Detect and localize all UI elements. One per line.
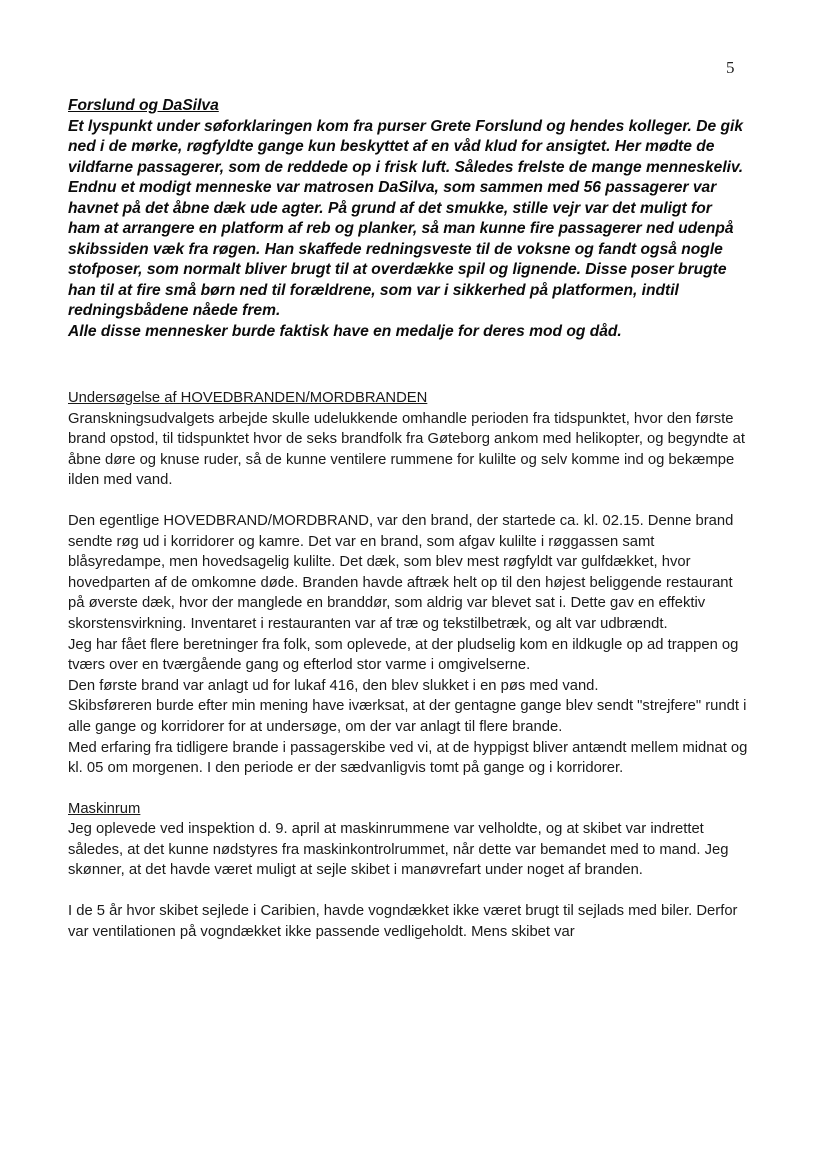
paragraph: Med erfaring fra tidligere brande i passagerskibe ved vi, at de hyppigst bliver antændt mellem midnat og kl. 05 om morgenen. I den periode er der sædvanligvis tomt på gange og i korridorer. bbox=[68, 739, 748, 777]
paragraph: Alle disse mennesker burde faktisk have en medalje for deres mod og dåd. bbox=[68, 322, 622, 340]
section-heading: Undersøgelse af HOVEDBRANDEN/MORDBRANDEN bbox=[68, 390, 428, 406]
paragraph: I de 5 år hvor skibet sejlede i Caribien, havde vogndækket ikke været brugt til sejlads med biler. Derfor var ventilationen på vogndækket ikke passende vedligeholdt. Mens skibet var bbox=[68, 903, 738, 940]
page-number: 5 bbox=[726, 58, 735, 77]
section-forslund-dasilva bbox=[68, 96, 748, 342]
spacer bbox=[68, 342, 748, 388]
section-hovedbranden bbox=[68, 388, 748, 779]
spacer bbox=[68, 491, 748, 511]
paragraph: Jeg har fået flere beretninger fra folk, som oplevede, at der pludselig kom en ildkugle op ad trappen og tværs over en tværgående gang og efterlod stor varme i omgivelserne. bbox=[68, 636, 739, 674]
paragraph: Jeg oplevede ved inspektion d. 9. april at maskinrummene var velholdte, og at skibet var indrettet således, at det kunne nødstyres fra maskinkontrolrummet, når dette var bemandet med to mand. Jeg skønner, at det havde været muligt at sejle skibet i manøvrefart under noget af branden. bbox=[68, 821, 729, 879]
spacer bbox=[68, 779, 748, 799]
section-heading: Forslund og DaSilva bbox=[68, 97, 219, 114]
paragraph: Granskningsudvalgets arbejde skulle udelukkende omhandle perioden fra tidspunktet, hvor den første brand opstod, til tidspunktet hvor de seks brandfolk fra Gøteborg ankom med helikopter, og begyndte at åbne døre og knuse ruder, så de kunne ventilere rummene for kulilte og selv komme ind og bekæmpe ilden med vand. bbox=[68, 410, 745, 489]
paragraph: Skibsføreren burde efter min mening have iværksat, at der gentagne gange blev sendt "strejfere" rundt i alle gange og korridorer for at undersøge, om der var anlagt til flere brande. bbox=[68, 698, 747, 735]
spacer bbox=[68, 881, 748, 901]
section-maskinrum bbox=[68, 799, 748, 943]
paragraph: Et lyspunkt under søforklaringen kom fra purser Grete Forslund og hendes kolleger. De gik ned i de mørke, røgfyldte gange kun beskyttet af en våd klud for ansigtet. Her mødte de vildfarne passagerer, som de reddede op i frisk luft. Således frelste de mange menneskeliv. bbox=[68, 117, 744, 176]
section-heading: Maskinrum bbox=[68, 800, 141, 817]
page-content bbox=[68, 96, 748, 942]
paragraph: Den egentlige HOVEDBRAND/MORDBRAND, var den brand, der startede ca. kl. 02.15. Denne brand sendte røg ud i korridorer og kamre. Det var en brand, som afgav kulilte i røggassen samt blåsyredampe, men hovedsagelig kulilte. Det dæk, som blev mest røgfyldt var gulfdækket, hvor hovedparten af de omkomne døde. Branden havde aftræk helt op til den højest beliggende restaurant på øverste dæk, hvor der manglede en branddør, som aldrig var blevet sat i. Dette gav en effektiv skorstensvirkning. Inventaret i restauranten var af træ og tekstilbetræk, og alt var udbrændt. bbox=[68, 512, 734, 632]
paragraph: Den første brand var anlagt ud for lukaf 416, den blev slukket i en pøs med vand. bbox=[68, 677, 599, 694]
paragraph: Endnu et modigt menneske var matrosen DaSilva, som sammen med 56 passagerer var havnet på det åbne dæk ude agter. På grund af det smukke, stille vejr var det muligt for ham at arrangere en platform af reb og planker, så man kunne fire passagerer ned udenpå skibssiden væk fra røgen. Han skaffede redningsveste til de voksne og fandt også nogle stofposer, som normalt bliver brugt til at overdække spil og lignende. Disse poser brugte han til at fire små børn ned til forældrene, som var i sikkerhed på platformen, indtil redningsbådene nåede frem. bbox=[68, 179, 734, 319]
